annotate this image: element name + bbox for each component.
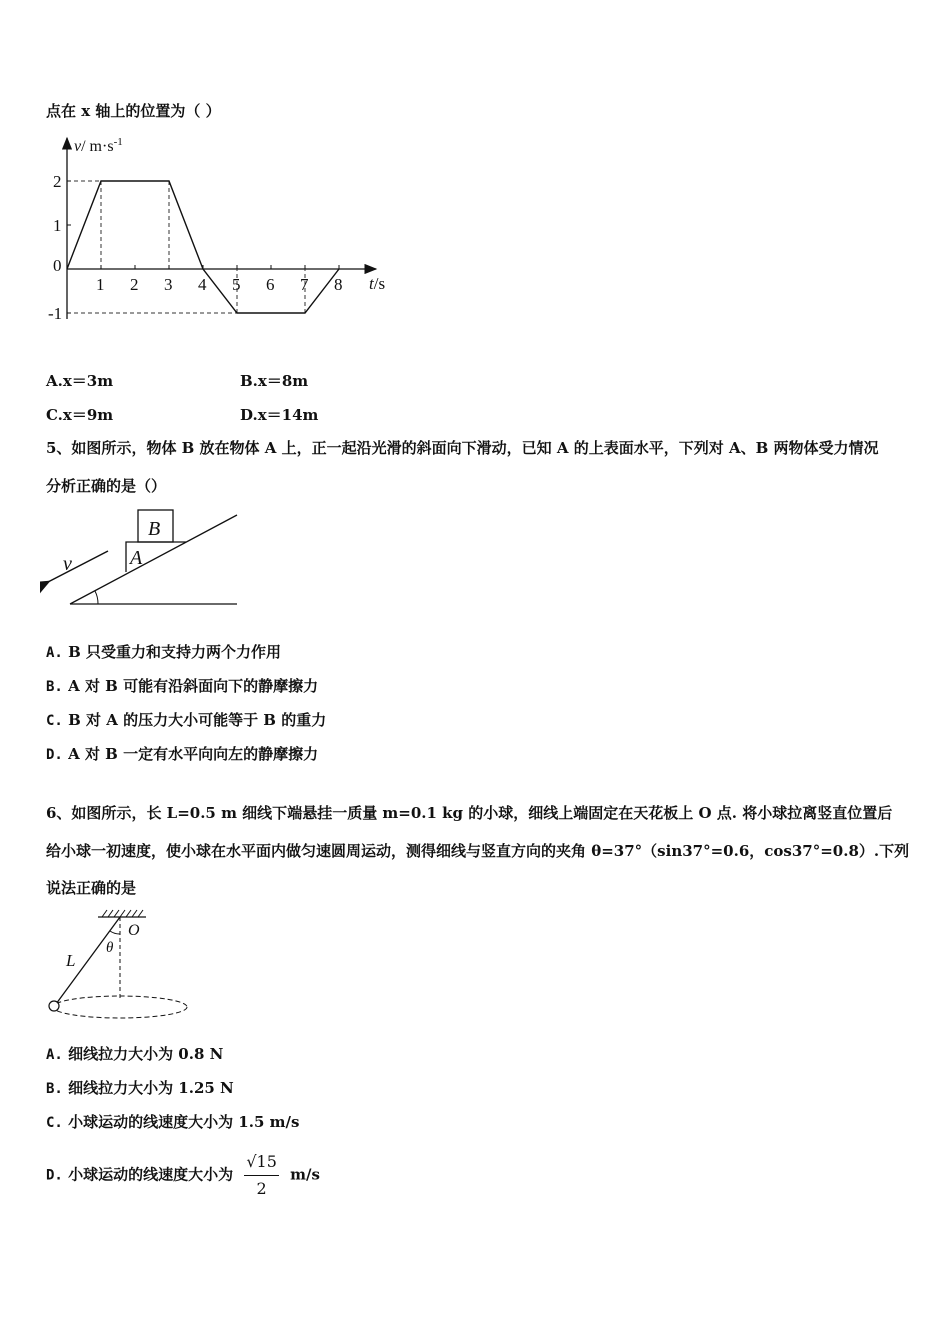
y-tick-label: 0 [53,256,62,275]
y-tick-label: 2 [53,172,62,191]
q5-option-a: A. B 只受重力和支持力两个力作用 [46,643,281,661]
x-tick-label: 7 [300,275,309,294]
block-b-label: B [148,518,161,540]
q6-stem-line1: 6、如图所示，长 L=0.5 m 细线下端悬挂一质量 m=0.1 kg 的小球，细线上端固定在天花板上 O 点. 将小球拉离竖直位置后 [46,804,893,822]
speed-fraction: $\frac{√15}{2}$ [246,1152,277,1198]
q6-option-a: A. 细线拉力大小为 0.8 N [46,1045,224,1063]
q6-stem-line2: 给小球一初速度，使小球在水平面内做匀速圆周运动，测得细线与竖直方向的夹角 θ=37°（sin37°=0.6，cos37°=0.8）.下列 [46,842,910,860]
x-tick-label: 1 [96,275,105,294]
q6-option-c: C. 小球运动的线速度大小为 1.5 m/s [46,1113,300,1131]
q5-stem-line1: 5、如图所示，物体 B 放在物体 A 上，正一起沿光滑的斜面向下滑动，已知 A 的上表面水平，下列对 A、B 两物体受力情况 [46,439,879,457]
q6-option-d: D. 小球运动的线速度大小为 $\frac{√15}{2}$ m/s [46,1150,320,1201]
q4-option-c: C.x＝9m [46,406,114,424]
x-tick-label: 5 [232,275,241,294]
q5-option-c: C. B 对 A 的压力大小可能等于 B 的重力 [46,711,327,729]
q4-stem-tail: 点在 x 轴上的位置为（ ） [46,102,221,120]
x-tick-label: 2 [130,275,139,294]
vt-chart [40,130,400,345]
q4-option-a: A.x＝3m [46,372,114,390]
theta-arc [110,931,120,934]
ceiling-hatch [102,910,143,917]
q5-stem-line2: 分析正确的是（） [46,477,167,495]
circular-path [53,996,187,1018]
pendulum-diagram [42,906,202,1026]
q5-option-b: B. A 对 B 可能有沿斜面向下的静摩擦力 [46,677,319,695]
length-label: L [66,951,76,970]
angle-arc [95,591,98,604]
y-tick-label: 1 [53,216,62,235]
theta-label: θ [106,940,114,956]
y-axis-label: v/ $m\cdot s^{-1}$ [74,136,123,155]
block-a-label: A [130,547,143,569]
q6-option-b: B. 细线拉力大小为 1.25 N [46,1079,234,1097]
q4-option-d: D.x＝14m [240,406,319,424]
point-o-label: O [128,922,140,939]
incline-diagram [40,506,250,611]
velocity-arrow [48,551,108,582]
q4-option-b: B.x＝8m [240,372,309,390]
q6-stem-line3: 说法正确的是 [46,879,137,897]
velocity-label: v [63,553,72,575]
q5-option-d: D. A 对 B 一定有水平向向左的静摩擦力 [46,745,319,763]
x-tick-label: 6 [266,275,275,294]
x-axis-label: t/s [369,274,386,293]
y-tick-label: -1 [48,304,63,323]
x-tick-label: 4 [198,275,207,294]
ball [49,1001,59,1011]
x-tick-label: 8 [334,275,343,294]
x-tick-label: 3 [164,275,173,294]
